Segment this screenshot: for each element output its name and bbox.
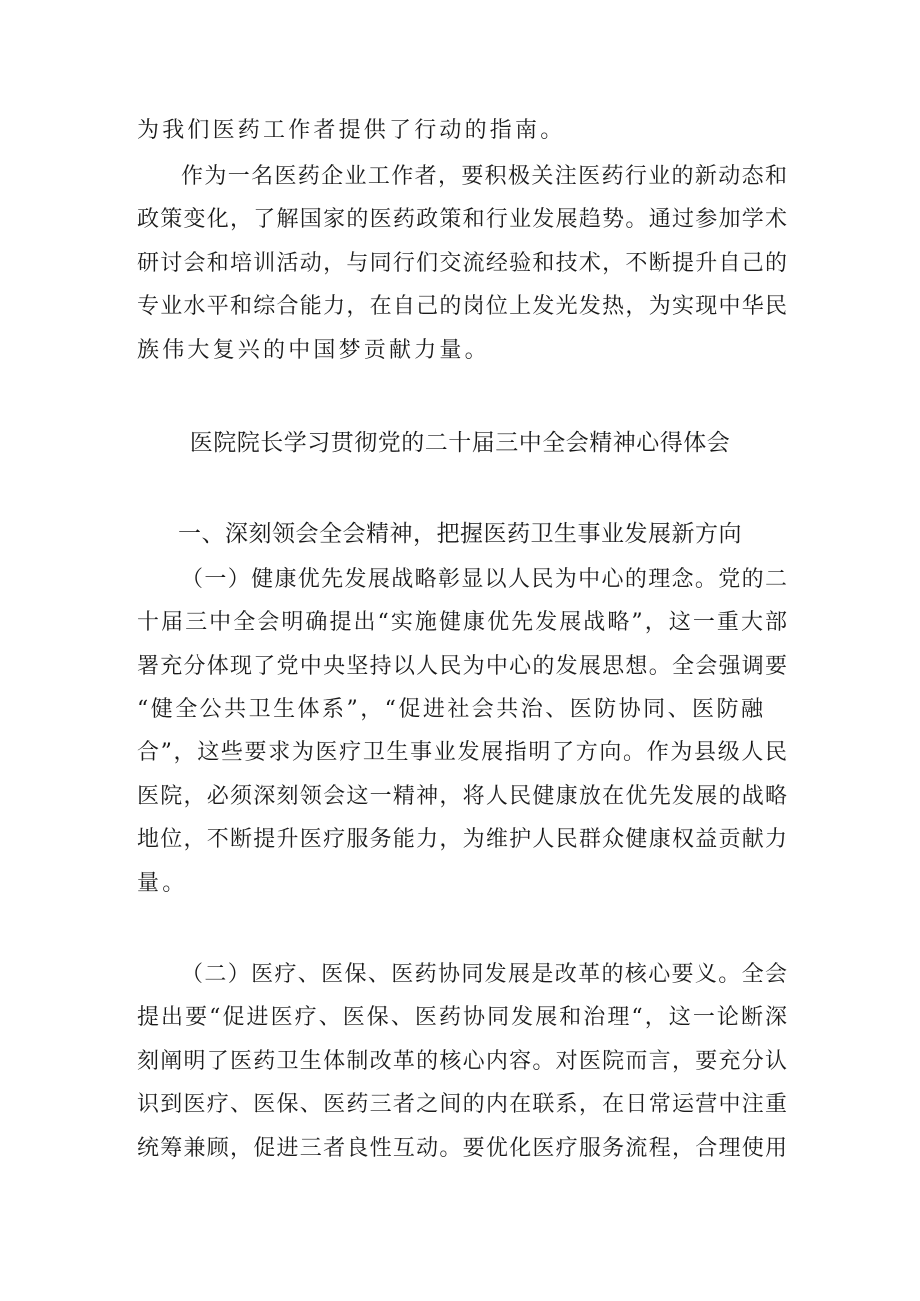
subsection-2-line: 统筹兼顾，促进三者良性互动。要优化医疗服务流程，合理使用 — [137, 1136, 787, 1161]
intro-paragraph-line: 为我们医药工作者提供了行动的指南。 — [137, 118, 566, 143]
article-title: 医院院长学习贯彻党的二十届三中全会精神心得体会 — [189, 430, 731, 456]
enterprise-paragraph-line: 专业水平和综合能力，在自己的岗位上发光发热，为实现中华民 — [137, 294, 787, 319]
section-heading: 一、深刻领会全会精神，把握医药卫生事业发展新方向 — [178, 521, 742, 547]
enterprise-paragraph-line: 政策变化，了解国家的医药政策和行业发展趋势。通过参加学术 — [137, 207, 787, 232]
subsection-1-line: 地位，不断提升医疗服务能力，为维护人民群众健康权益贡献力 — [137, 827, 787, 852]
subsection-1-line: 十届三中全会明确提出“实施健康优先发展战略”，这一重大部 — [137, 610, 787, 635]
subsection-1-line: “健全公共卫生体系”，“促进社会共治、医防协同、医防融 — [137, 697, 763, 722]
subsection-2-line: 刻阐明了医药卫生体制改革的核心内容。对医院而言，要充分认 — [137, 1049, 787, 1074]
enterprise-paragraph-line: 研讨会和培训活动，与同行们交流经验和技术，不断提升自己的 — [137, 251, 787, 276]
enterprise-paragraph-line: 族伟大复兴的中国梦贡献力量。 — [137, 338, 490, 363]
subsection-2-line: 提出要“促进医疗、医保、医药协同发展和治理“，这一论断深 — [137, 1005, 787, 1030]
subsection-2-line: （二）医疗、医保、医药协同发展是改革的核心要义。全会 — [181, 962, 787, 987]
enterprise-paragraph-line: 作为一名医药企业工作者，要积极关注医药行业的新动态和 — [181, 164, 787, 189]
subsection-1-line: 量。 — [137, 871, 188, 896]
subsection-1-line: 合”，这些要求为医疗卫生事业发展指明了方向。作为县级人民 — [137, 740, 787, 765]
subsection-1-line: 署充分体现了党中央坚持以人民为中心的发展思想。全会强调要 — [137, 654, 787, 679]
subsection-1-line: （一）健康优先发展战略彰显以人民为中心的理念。党的二 — [181, 567, 787, 592]
subsection-1-line: 医院，必须深刻领会这一精神，将人民健康放在优先发展的战略 — [137, 784, 787, 809]
subsection-2-line: 识到医疗、医保、医药三者之间的内在联系，在日常运营中注重 — [137, 1092, 787, 1117]
